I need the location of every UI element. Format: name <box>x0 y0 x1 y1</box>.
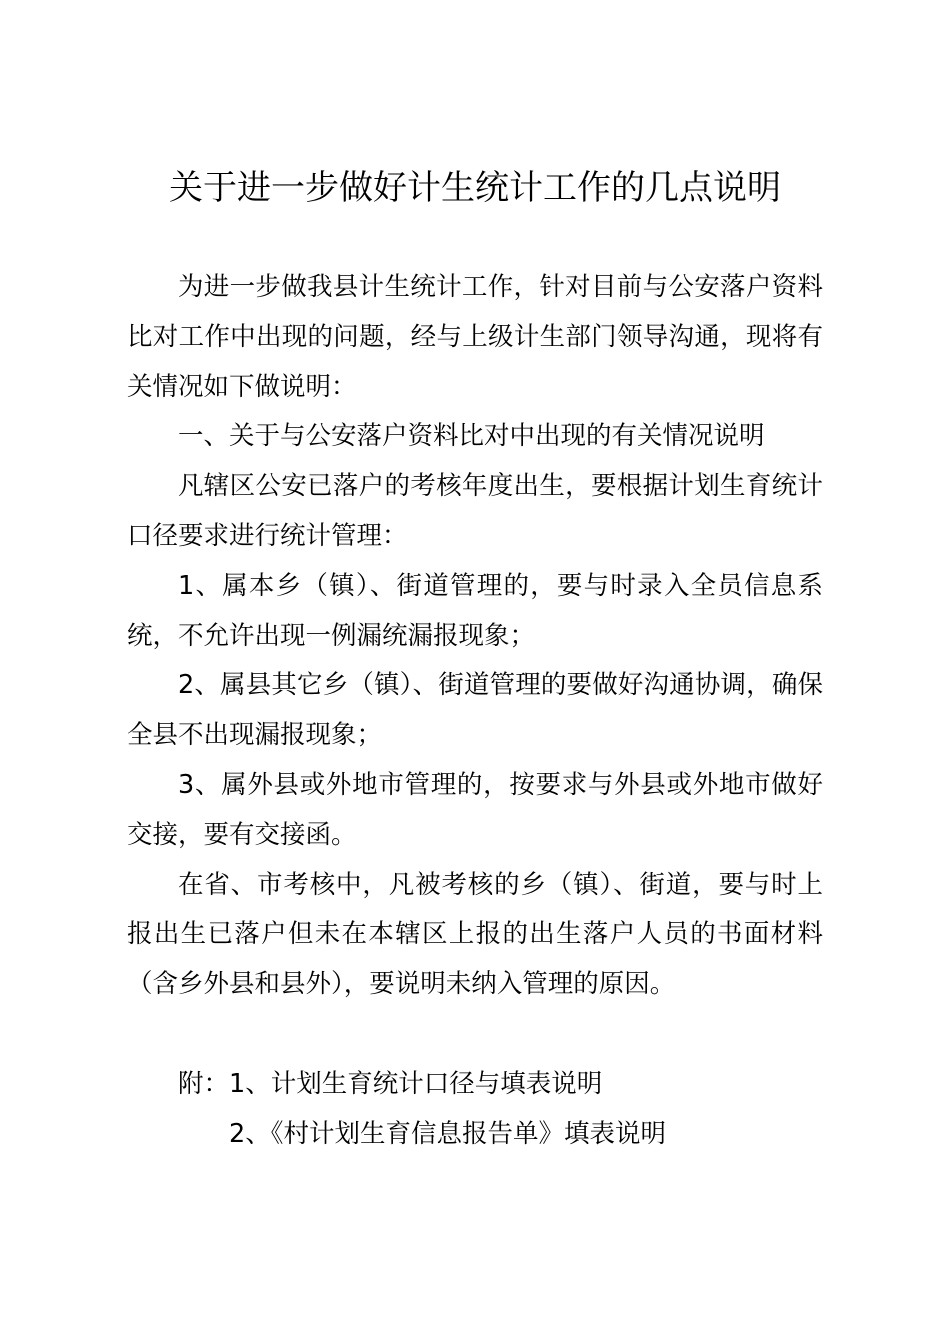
blank-line <box>127 1010 823 1060</box>
paragraph-item-2: 2、属县其它乡（镇）、街道管理的要做好沟通协调，确保全县不出现漏报现象； <box>127 670 823 751</box>
paragraph-section-1-heading: 一、关于与公安落户资料比对中出现的有关情况说明 <box>178 421 765 452</box>
paragraph-assessment: 在省、市考核中，凡被考核的乡（镇）、街道，要与时上报出生已落户但未在本辖区上报的出生落户人员的书面材料（含乡外县和县外），要说明未纳入管理的原因。 <box>127 869 823 1000</box>
document-title: 关于进一步做好计生统计工作的几点说明 <box>169 168 781 208</box>
paragraph-item-3: 3、属外县或外地市管理的，按要求与外县或外地市做好交接，要有交接函。 <box>127 769 823 850</box>
paragraph-item-1: 1、属本乡（镇）、街道管理的，要与时录入全员信息系统，不允许出现一例漏统漏报现象； <box>127 570 823 651</box>
attachment-line-2: 2、《村计划生育信息报告单》填表说明 <box>229 1118 666 1149</box>
paragraph-section-1-body: 凡辖区公安已落户的考核年度出生，要根据计划生育统计口径要求进行统计管理： <box>127 471 823 551</box>
paragraph-intro: 为进一步做我县计生统计工作，针对目前与公安落户资料比对工作中出现的问题，经与上级计生部门领导沟通，现将有关情况如下做说明： <box>127 272 823 402</box>
attachment-line-1: 附：1、计划生育统计口径与填表说明 <box>178 1068 603 1099</box>
document-body <box>127 263 823 1159</box>
